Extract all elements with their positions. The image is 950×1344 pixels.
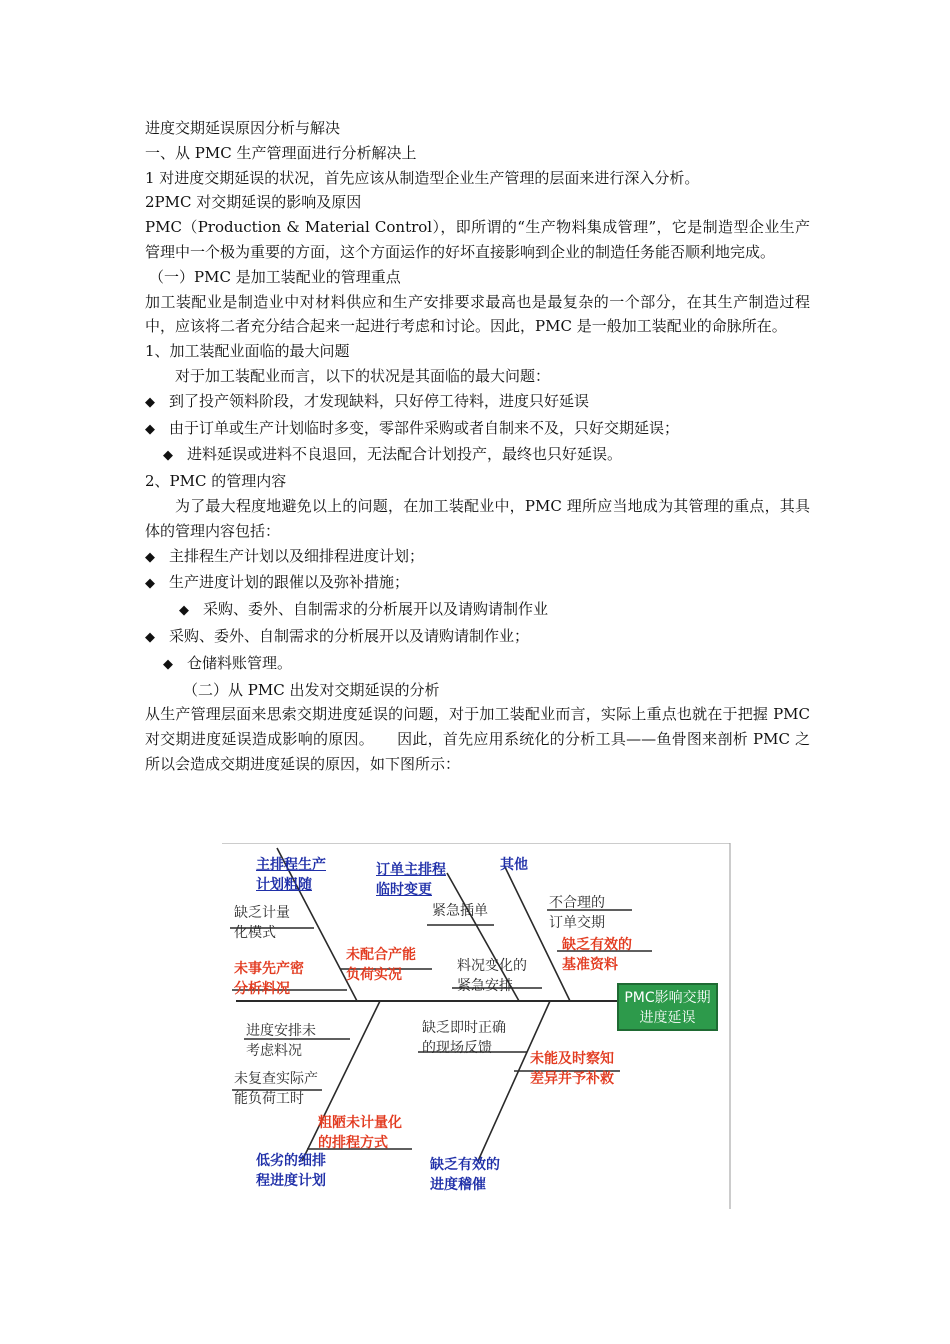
bullet-icon: ◆ (145, 421, 155, 437)
category-top-right: 其他 (500, 857, 528, 873)
cause-label: 未事先产密 分析料况 (234, 961, 304, 997)
list-item: ◆ 主排程生产计划以及细排程进度计划； (145, 544, 810, 571)
list-item: ◆ 采购、委外、自制需求的分析展开以及请购请制作业 (145, 597, 810, 624)
category-bottom-mid: 缺乏有效的 进度稽催 (430, 1157, 500, 1193)
paragraph-analysis: 从生产管理层面来思索交期进度延误的问题，对于加工装配业而言，实际上重点也就在于把握 PMC 对交期进度延误造成影响的原因。 因此，首先应用系统化的分析工具——鱼骨图来剖析 PMC 之所以会造成交期进度延误的原因，如下图所示： (145, 705, 810, 773)
sub-two-title: 2、PMC 的管理内容 (145, 472, 287, 491)
list-item: ◆ 采购、委外、自制需求的分析展开以及请购请制作业； (145, 624, 810, 651)
bullet-icon: ◆ (145, 394, 155, 410)
subsection-heading: 2PMC 对交期延误的影响及原因 (145, 193, 362, 212)
bullet-icon: ◆ (145, 629, 155, 645)
fishbone-head: PMC影响交期 进度延误 (617, 983, 718, 1031)
sub-one-intro: 对于加工装配业而言，以下的状况是其面临的最大问题： (175, 366, 551, 385)
bullet-icon: ◆ (145, 576, 155, 592)
category-top-mid: 订单主排程 临时变更 (376, 862, 446, 898)
sub-one-title: 1、加工装配业面临的最大问题 (145, 342, 350, 361)
cause-label: 未配合产能 负荷实况 (346, 947, 416, 983)
list-item: ◆ 仓储料账管理。 (145, 651, 810, 678)
section-one-title: （一）PMC 是加工装配业的管理重点 (149, 267, 401, 286)
bullet-icon: ◆ (145, 549, 155, 565)
list-item: ◆ 生产进度计划的跟催以及弥补措施； (145, 570, 810, 597)
category-bottom-left: 低劣的细排 程进度计划 (256, 1153, 326, 1189)
cause-label: 进度安排未 考虑料况 (246, 1023, 316, 1059)
bullet-icon: ◆ (163, 448, 173, 464)
cause-label: 缺乏即时正确 的现场反馈 (422, 1020, 506, 1056)
cause-label: 紧急插单 (432, 903, 488, 919)
list-item: ◆ 由于订单或生产计划临时多变，零部件采购或者自制来不及，只好交期延误； (145, 416, 810, 443)
list-item: ◆ 进料延误或进料不良退回，无法配合计划投产，最终也只好延误。 (145, 442, 810, 469)
cause-label: 粗陋未计量化 的排程方式 (318, 1115, 402, 1151)
paragraph-pmc: PMC（Production & Material Control），即所谓的“生产物料集成管理”，它是制造型企业生产管理中一个极为重要的方面，这个方面运作的好坏直接影响到企业的制造任务能否顺利地完成。 (145, 218, 810, 261)
section-heading: 一、从 PMC 生产管理面进行分析解决上 (145, 143, 417, 162)
sub-two-paragraph: 为了最大程度地避免以上的问题，在加工装配业中，PMC 理所应当地成为其管理的重点，其具体的管理内容包括： (145, 496, 810, 540)
list-item: ◆ 到了投产领料阶段，才发现缺料，只好停工待料，进度只好延误 (145, 389, 810, 416)
cause-label: 缺乏计量 化模式 (234, 905, 290, 941)
cause-label: 未能及时察知 差异并予补救 (530, 1051, 614, 1087)
bullet-icon: ◆ (179, 603, 189, 619)
cause-label: 不合理的 订单交期 (549, 895, 605, 931)
doc-title: 进度交期延误原因分析与解决 (145, 119, 341, 137)
section-two-title: （二）从 PMC 出发对交期延误的分析 (183, 680, 440, 699)
cause-label: 缺乏有效的 基准资料 (562, 937, 632, 973)
fishbone-diagram (222, 843, 731, 1209)
text-line: 1 对进度交期延误的状况，首先应该从制造型企业生产管理的层面来进行深入分析。 (145, 168, 700, 187)
category-top-left: 主排程生产 计划粗随 (256, 857, 326, 893)
paragraph-assembly: 加工装配业是制造业中对材料供应和生产安排要求最高也是最复杂的一个部分，在其生产制造过程中，应该将二者充分结合起来一起进行考虑和讨论。因此，PMC 是一般加工装配业的命脉所在。 (145, 292, 810, 336)
cause-label: 料况变化的 紧急安排 (457, 958, 527, 994)
bullet-icon: ◆ (163, 656, 173, 672)
document-body (145, 116, 810, 777)
cause-label: 未复查实际产 能负荷工时 (234, 1071, 318, 1107)
